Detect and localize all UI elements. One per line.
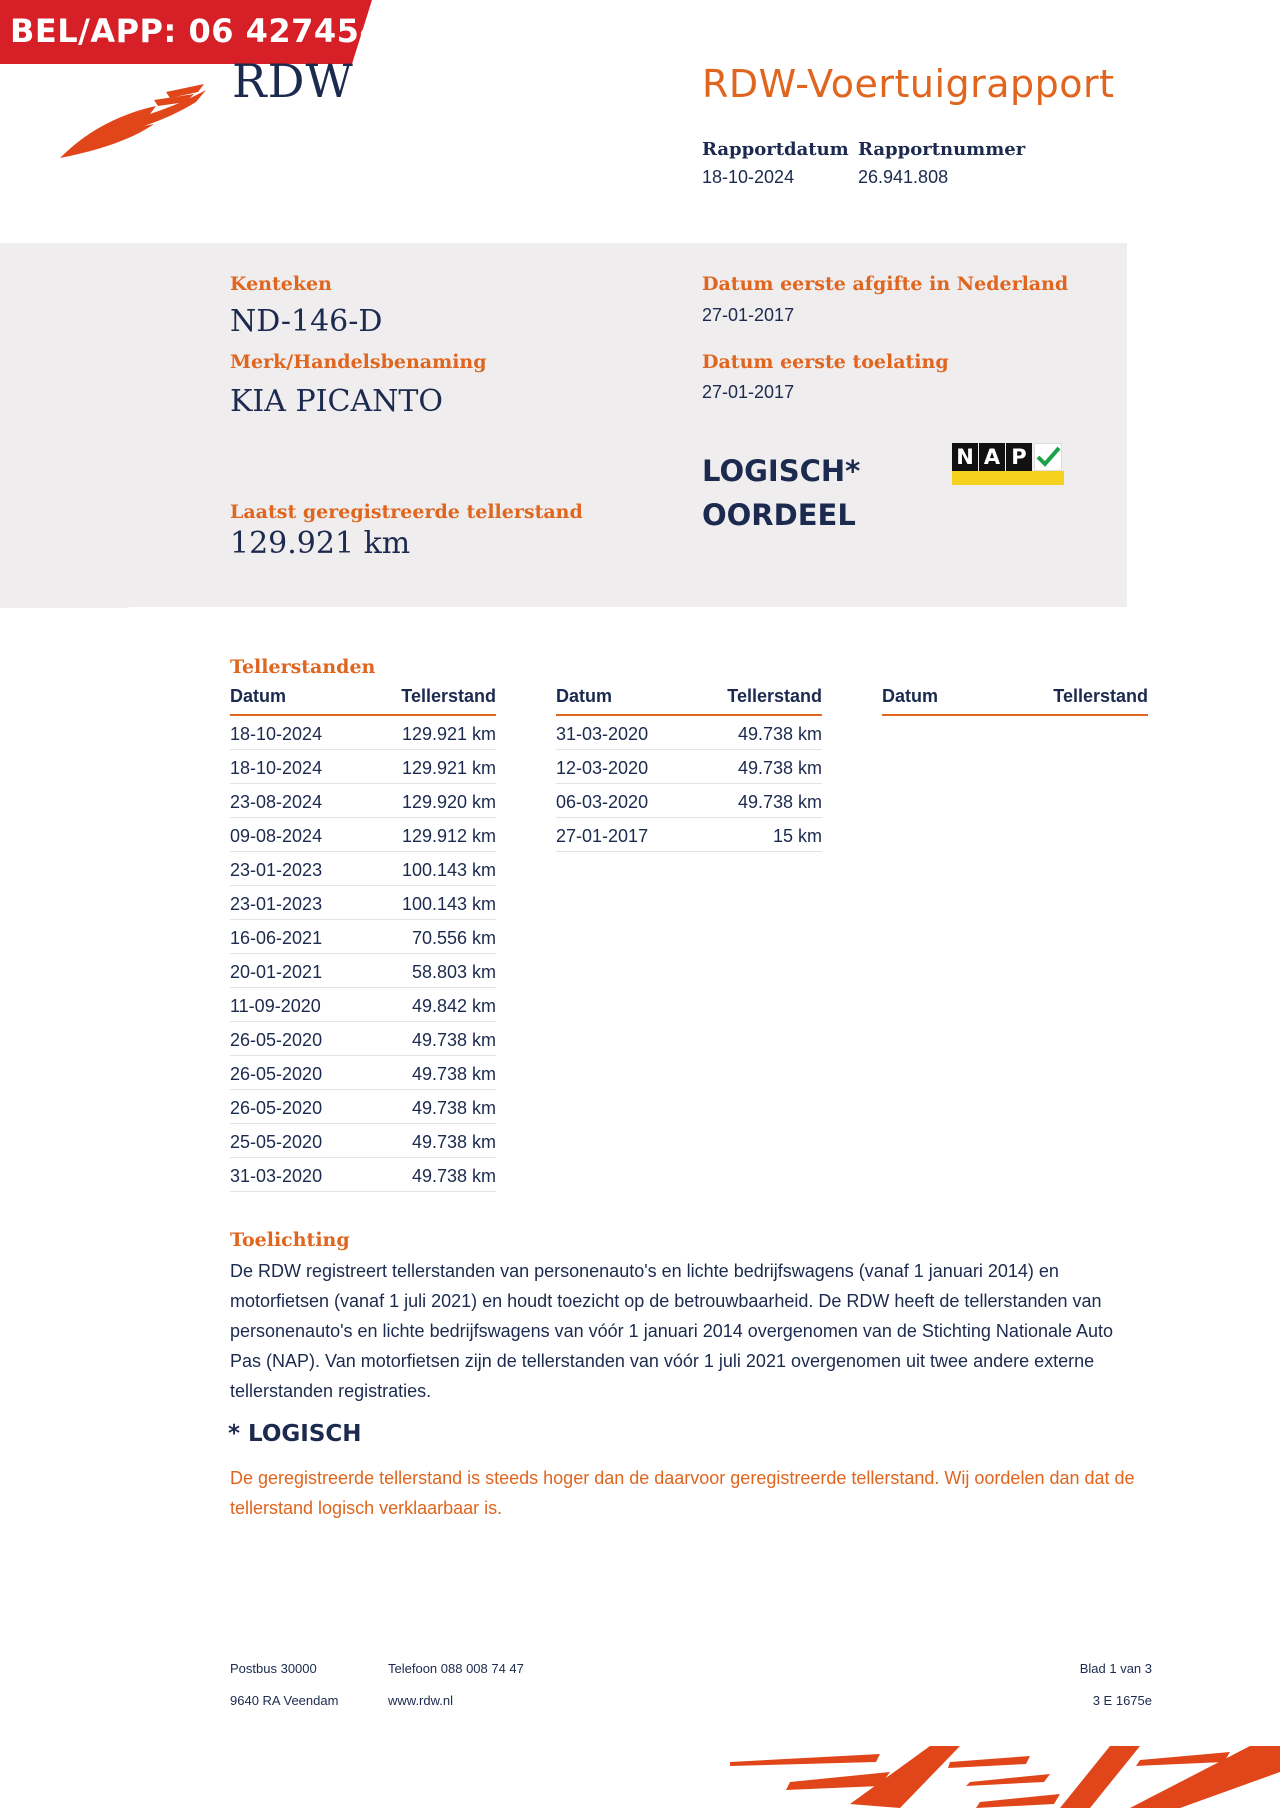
row-date: 16-06-2021 bbox=[230, 928, 323, 948]
panel-corner-cut bbox=[0, 582, 150, 608]
col-tellerstand-header: Tellerstand bbox=[727, 686, 822, 706]
row-value: 129.921 km bbox=[401, 758, 496, 778]
table-row bbox=[230, 818, 496, 852]
col-datum-header: Datum bbox=[230, 686, 287, 706]
row-value: 49.738 km bbox=[411, 1166, 496, 1186]
toelating-label: Datum eerste toelating bbox=[702, 351, 949, 373]
row-date: 18-10-2024 bbox=[230, 724, 323, 744]
row-date: 23-01-2023 bbox=[230, 894, 323, 914]
table-header bbox=[882, 686, 1148, 716]
tellerstanden-table-1 bbox=[230, 686, 496, 1192]
tellerstanden-table-2 bbox=[556, 686, 822, 852]
report-title: RDW-Voertuigrapport bbox=[702, 62, 1115, 106]
verdict-line-1: LOGISCH* bbox=[702, 454, 861, 488]
footer-city: 9640 RA Veendam bbox=[230, 1693, 339, 1708]
row-value: 49.738 km bbox=[411, 1132, 496, 1152]
report-number-value: 26.941.808 bbox=[858, 167, 949, 187]
table-row bbox=[230, 1056, 496, 1090]
toelating-value: 27-01-2017 bbox=[702, 382, 795, 402]
row-value: 129.920 km bbox=[401, 792, 496, 812]
table-row bbox=[556, 818, 822, 852]
row-value: 49.842 km bbox=[411, 996, 496, 1016]
report-date-label: Rapportdatum bbox=[702, 139, 849, 160]
verdict bbox=[702, 449, 860, 537]
row-date: 26-05-2020 bbox=[230, 1098, 323, 1118]
row-value: 49.738 km bbox=[737, 758, 822, 778]
row-date: 25-05-2020 bbox=[230, 1132, 323, 1152]
row-date: 31-03-2020 bbox=[556, 724, 649, 744]
tellerstanden-title: Tellerstanden bbox=[230, 656, 376, 678]
col-datum-header: Datum bbox=[882, 686, 939, 706]
toelichting-text: De RDW registreert tellerstanden van personenauto's en lichte bedrijfswagens (vanaf 1 januari 2014) en motorfietsen (vanaf 1 juli 2021) en houdt toezicht op de betrouwbaarheid. De RDW heeft de tellerstanden van personenauto's en lichte bedrijfswagens van vóór 1 januari 2014 overgenomen van de Stichting Nationale Auto Pas (NAP). Van motorfietsen zijn de tellerstanden van vóór 1 juli 2021 overgenomen uit twee andere externe tellerstanden registraties. bbox=[230, 1261, 1114, 1401]
rdw-wing-icon bbox=[58, 82, 208, 162]
table-row bbox=[230, 1090, 496, 1124]
table-row bbox=[230, 716, 496, 750]
row-date: 18-10-2024 bbox=[230, 758, 323, 778]
phone-banner-text: BEL/APP: 06 42745444 bbox=[10, 12, 428, 50]
table-row bbox=[230, 954, 496, 988]
rdw-logo-text: RDW bbox=[232, 54, 354, 108]
row-value: 15 km bbox=[772, 826, 822, 846]
col-datum-header: Datum bbox=[556, 686, 613, 706]
footnote-text: De geregistreerde tellerstand is steeds hoger dan de daarvoor geregistreerde tellerstand. Wij oordelen dan dat de tellerstand logisch verklaarbaar is. bbox=[230, 1468, 1135, 1518]
row-value: 100.143 km bbox=[401, 860, 496, 880]
footer-code: 3 E 1675e bbox=[1092, 1693, 1152, 1708]
row-date: 09-08-2024 bbox=[230, 826, 323, 846]
footer-page: Blad 1 van 3 bbox=[1079, 1661, 1152, 1676]
afgifte-label: Datum eerste afgifte in Nederland bbox=[702, 273, 1069, 295]
afgifte-value: 27-01-2017 bbox=[702, 305, 795, 325]
table-row bbox=[230, 750, 496, 784]
table-row bbox=[230, 1022, 496, 1056]
table-row bbox=[556, 716, 822, 750]
merk-label: Merk/Handelsbenaming bbox=[230, 351, 487, 373]
row-value: 70.556 km bbox=[411, 928, 496, 948]
vehicle-panel bbox=[0, 243, 1127, 607]
col-tellerstand-header: Tellerstand bbox=[401, 686, 496, 706]
row-date: 26-05-2020 bbox=[230, 1030, 323, 1050]
merk-value: KIA PICANTO bbox=[230, 384, 443, 419]
footer-phone: Telefoon 088 008 74 47 bbox=[388, 1661, 524, 1676]
table-row bbox=[230, 920, 496, 954]
table-row bbox=[230, 784, 496, 818]
footer-web[interactable]: www.rdw.nl bbox=[388, 1693, 454, 1708]
tellerstand-value: 129.921 km bbox=[230, 526, 411, 561]
table-row bbox=[230, 886, 496, 920]
toelichting-title: Toelichting bbox=[230, 1229, 350, 1251]
nap-letter-p: P bbox=[1006, 443, 1032, 471]
nap-check-icon bbox=[1034, 443, 1062, 471]
row-date: 20-01-2021 bbox=[230, 962, 323, 982]
table-row bbox=[556, 750, 822, 784]
nap-logo bbox=[952, 443, 1064, 487]
table-row bbox=[556, 784, 822, 818]
rdw-stripes-decoration bbox=[730, 1742, 1280, 1812]
row-value: 58.803 km bbox=[411, 962, 496, 982]
row-value: 49.738 km bbox=[411, 1030, 496, 1050]
nap-letter-a: A bbox=[979, 443, 1005, 471]
row-date: 27-01-2017 bbox=[556, 826, 649, 846]
row-date: 26-05-2020 bbox=[230, 1064, 323, 1084]
row-date: 23-08-2024 bbox=[230, 792, 323, 812]
table-row bbox=[230, 988, 496, 1022]
row-date: 23-01-2023 bbox=[230, 860, 323, 880]
col-tellerstand-header: Tellerstand bbox=[1053, 686, 1148, 706]
report-number-label: Rapportnummer bbox=[858, 139, 1026, 160]
kenteken-value: ND-146-D bbox=[230, 304, 383, 339]
row-value: 129.921 km bbox=[401, 724, 496, 744]
row-value: 49.738 km bbox=[737, 724, 822, 744]
nap-yellow-bar bbox=[952, 471, 1064, 485]
table-row bbox=[230, 1124, 496, 1158]
verdict-line-2: OORDEEL bbox=[702, 498, 856, 532]
footnote-heading: * LOGISCH bbox=[228, 1421, 362, 1447]
row-value: 49.738 km bbox=[411, 1064, 496, 1084]
kenteken-label: Kenteken bbox=[230, 273, 332, 295]
table-header bbox=[230, 686, 496, 716]
tellerstanden-table-3 bbox=[882, 686, 1148, 716]
row-date: 11-09-2020 bbox=[230, 996, 321, 1016]
table-row bbox=[230, 1158, 496, 1192]
table-row bbox=[230, 852, 496, 886]
row-date: 31-03-2020 bbox=[230, 1166, 323, 1186]
footer-postbus: Postbus 30000 bbox=[230, 1661, 317, 1676]
row-value: 129.912 km bbox=[401, 826, 496, 846]
row-date: 12-03-2020 bbox=[556, 758, 649, 778]
tellerstand-label: Laatst geregistreerde tellerstand bbox=[230, 501, 583, 523]
row-date: 06-03-2020 bbox=[556, 792, 649, 812]
row-value: 100.143 km bbox=[401, 894, 496, 914]
row-value: 49.738 km bbox=[737, 792, 822, 812]
row-value: 49.738 km bbox=[411, 1098, 496, 1118]
nap-letter-n: N bbox=[952, 443, 978, 471]
table-header bbox=[556, 686, 822, 716]
report-date-value: 18-10-2024 bbox=[702, 167, 795, 187]
